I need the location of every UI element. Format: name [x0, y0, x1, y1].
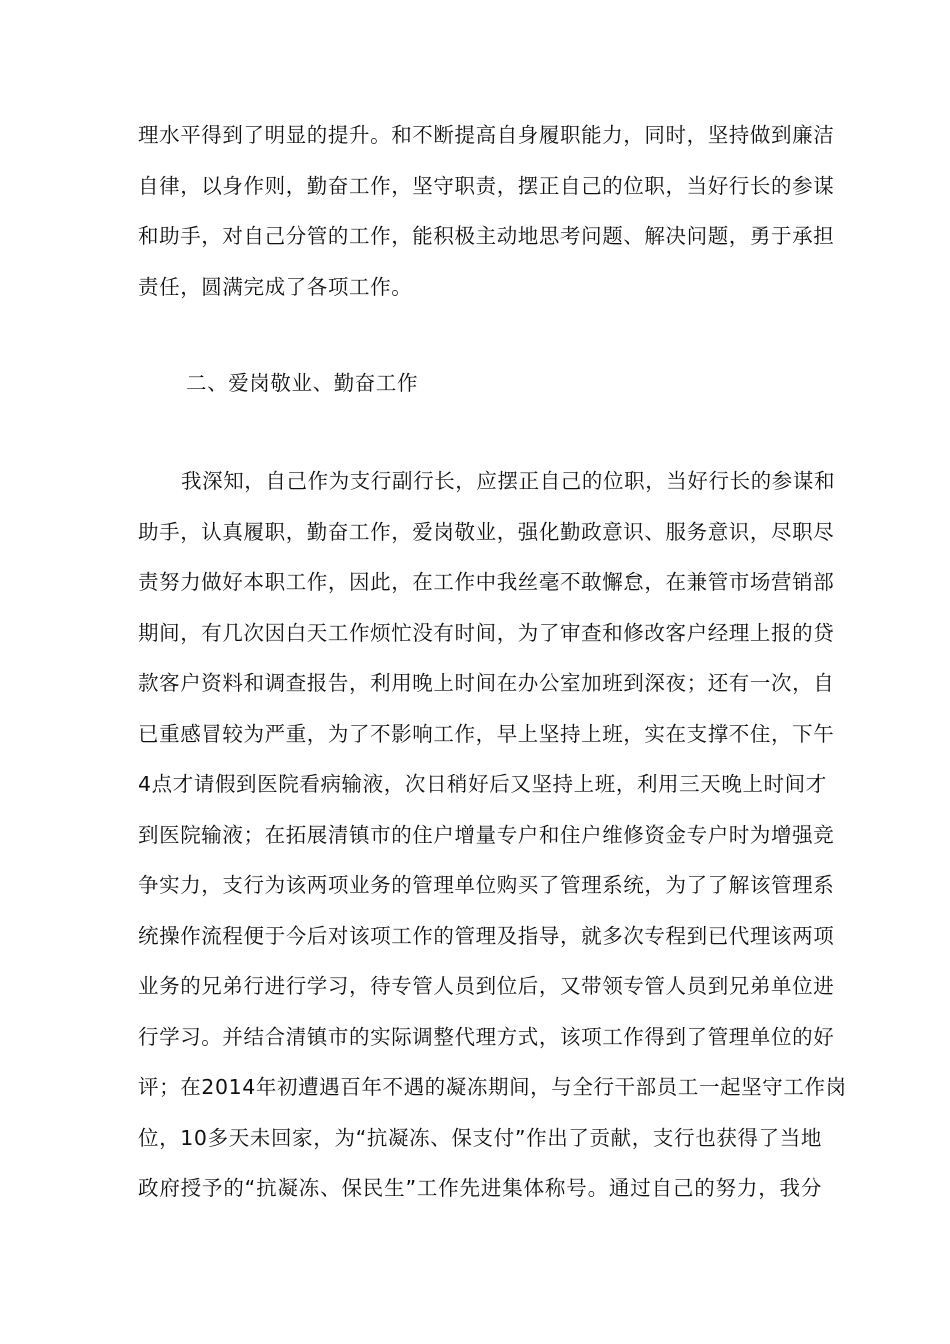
- paragraph-1: [138, 110, 835, 312]
- paragraph-2-line: 我深知，自己作为支行副行长，应摆正自己的位职，当好行长的参谋和: [181, 469, 836, 493]
- paragraph-2-line: 责努力做好本职工作，因此，在工作中我丝毫不敢懈怠，在兼管市场营销部: [138, 570, 835, 594]
- paragraph-2-line: 已重感冒较为严重，为了不影响工作，早上坚持上班，实在支撑不住，下午: [138, 721, 835, 746]
- paragraph-2: [138, 456, 847, 1214]
- section-heading: [186, 358, 826, 409]
- paragraph-1-line: 和助手，对自己分管的工作，能积极主动地思考问题、解决问题，勇于承担: [138, 224, 835, 248]
- paragraph-1-line: 自律，以身作则，勤奋工作，坚守职责，摆正自己的位职，当好行长的参谋: [138, 173, 835, 198]
- paragraph-2-line: 评；在2014年初遭遇百年不遇的凝冻期间，与全行干部员工一起坚守工作岗: [138, 1075, 847, 1099]
- paragraph-2-line: 行学习。并结合清镇市的实际调整代理方式，该项工作得到了管理单位的好: [138, 1024, 835, 1049]
- paragraph-2-line: 期间，有几次因白天工作烦忙没有时间，为了审查和修改客户经理上报的贷: [138, 620, 835, 645]
- paragraph-2-line: 位，10多天未回家，为“抗凝冻、保支付”作出了贡献，支行也获得了当地: [138, 1125, 822, 1150]
- paragraph-1-line: 理水平得到了明显的提升。和不断提高自身履职能力，同时，坚持做到廉洁: [138, 123, 835, 147]
- paragraph-2-line: 4点才请假到医院看病输液，次日稍好后又坚持上班，利用三天晚上时间才: [138, 772, 827, 796]
- paragraph-2-line: 业务的兄弟行进行学习，待专管人员到位后，又带领专管人员到兄弟单位进: [138, 974, 835, 998]
- paragraph-2-line: 助手，认真履职，勤奋工作，爱岗敬业，强化勤政意识、服务意识，尽职尽: [138, 519, 835, 544]
- paragraph-2-line: 到医院输液；在拓展清镇市的住户增量专户和住户维修资金专户时为增强竞: [138, 822, 835, 847]
- paragraph-2-line: 统操作流程便于今后对该项工作的管理及指导，就多次专程到已代理该两项: [138, 923, 835, 948]
- paragraph-2-line: 争实力，支行为该两项业务的管理单位购买了管理系统，为了了解该管理系: [138, 873, 835, 897]
- paragraph-2-line: 款客户资料和调查报告，利用晚上时间在办公室加班到深夜；还有一次，自: [138, 671, 835, 695]
- section-heading-text: 二、爱岗敬业、勤奋工作: [186, 371, 419, 395]
- paragraph-2-line: 政府授予的“抗凝冻、保民生”工作先进集体称号。通过自己的努力，我分: [138, 1176, 822, 1200]
- paragraph-1-line: 责任，圆满完成了各项工作。: [138, 274, 413, 299]
